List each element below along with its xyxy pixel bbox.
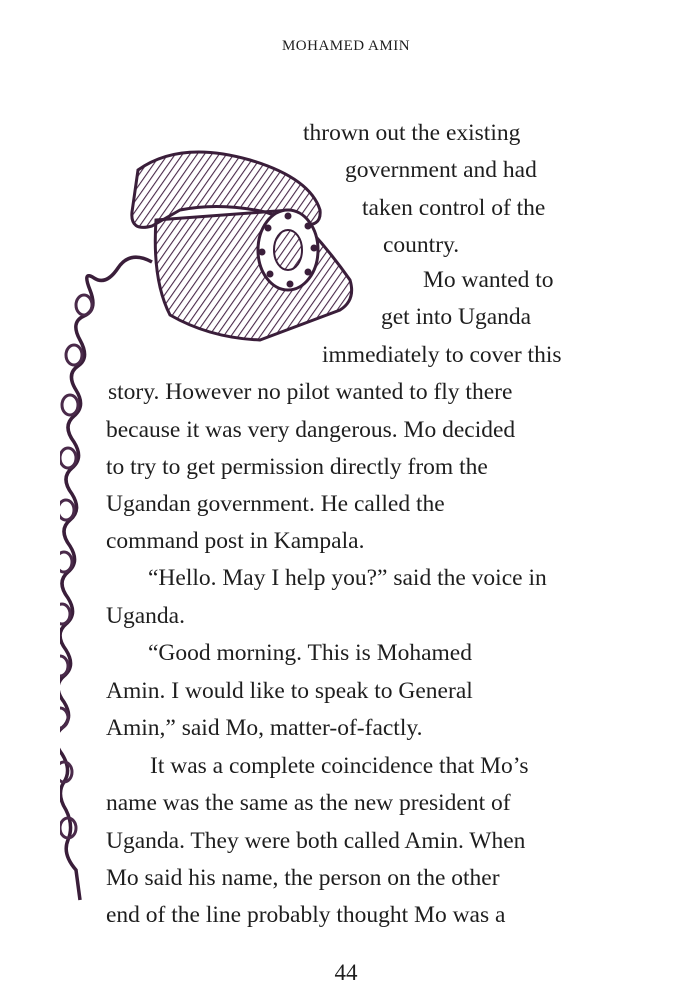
body-line: Uganda. They were both called Amin. When xyxy=(106,828,526,854)
body-line: story. However no pilot wanted to fly there xyxy=(108,379,513,405)
body-line: Mo wanted to xyxy=(423,267,554,293)
body-line: Uganda. xyxy=(106,603,185,629)
body-line: immediately to cover this xyxy=(322,342,562,368)
body-line: Amin,” said Mo, matter-of-factly. xyxy=(106,715,423,741)
body-line: command post in Kampala. xyxy=(106,528,365,554)
body-line: thrown out the existing xyxy=(303,120,521,146)
body-line: Amin. I would like to speak to General xyxy=(106,678,473,704)
body-line: It was a complete coincidence that Mo’s xyxy=(150,753,529,779)
body-line: to try to get permission directly from the xyxy=(106,454,488,480)
body-line: Ugandan government. He called the xyxy=(106,491,445,517)
page-number: 44 xyxy=(334,960,358,985)
body-line: because it was very dangerous. Mo decided xyxy=(106,417,516,443)
body-line: “Hello. May I help you?” said the voice in xyxy=(148,565,547,591)
body-line: end of the line probably thought Mo was a xyxy=(106,902,506,928)
running-head: MOHAMED AMIN xyxy=(281,38,411,54)
body-line: “Good morning. This is Mohamed xyxy=(148,640,472,666)
body-line: government and had xyxy=(345,157,537,183)
body-line: country. xyxy=(383,232,460,258)
body-line: Mo said his name, the person on the other xyxy=(106,865,500,891)
body-line: taken control of the xyxy=(362,195,546,221)
body-line: name was the same as the new president of xyxy=(106,790,511,816)
body-line: get into Uganda xyxy=(381,304,532,330)
